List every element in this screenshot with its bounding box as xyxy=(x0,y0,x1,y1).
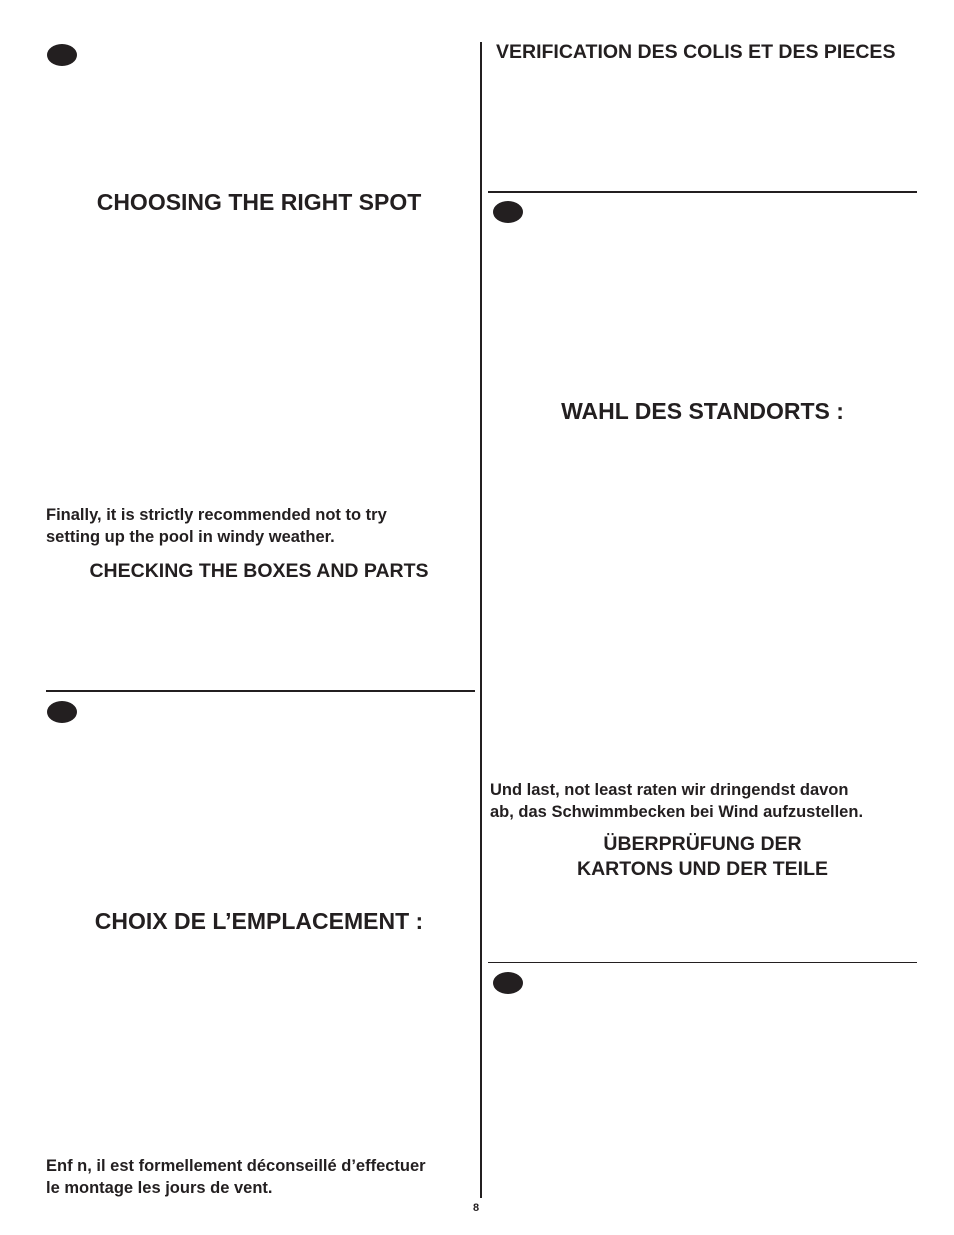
section-marker-dot xyxy=(493,201,523,223)
wind-warning-en xyxy=(46,504,478,548)
wind-warning-de xyxy=(490,779,920,823)
section-marker-dot xyxy=(47,44,77,66)
section-heading-ueberpruefung-line-2: KARTONS UND DER TEILE xyxy=(577,858,828,880)
column-divider xyxy=(480,42,482,1198)
section-heading-ueberpruefung-line-1: ÜBERPRÜFUNG DER xyxy=(603,833,802,855)
wind-warning-en-line-2: setting up the pool in windy weather. xyxy=(46,528,335,546)
wind-warning-fr xyxy=(46,1155,480,1199)
section-heading-ueberpruefung xyxy=(488,832,917,881)
page-number: 8 xyxy=(473,1202,480,1214)
section-divider xyxy=(488,962,917,963)
section-divider xyxy=(488,191,917,193)
section-heading-choosing-spot: CHOOSING THE RIGHT SPOT xyxy=(96,189,422,215)
section-divider xyxy=(46,690,475,692)
wind-warning-en-line-1: Finally, it is strictly recommended not to try xyxy=(46,506,387,524)
wind-warning-de-line-2: ab, das Schwimmbecken bei Wind aufzustellen. xyxy=(490,803,864,821)
section-heading-verification-colis: VERIFICATION DES COLIS ET DES PIECES xyxy=(496,41,896,63)
section-marker-dot xyxy=(47,701,77,723)
wind-warning-fr-line-1: Enf n, il est formellement déconseillé d’effectuer xyxy=(46,1157,426,1175)
section-heading-wahl-standorts: WAHL DES STANDORTS : xyxy=(561,398,844,424)
section-heading-checking-boxes: CHECKING THE BOXES AND PARTS xyxy=(89,560,429,582)
wind-warning-fr-line-2: le montage les jours de vent. xyxy=(46,1179,273,1197)
wind-warning-de-line-1: Und last, not least raten wir dringendst davon xyxy=(490,781,849,799)
section-marker-dot xyxy=(493,972,523,994)
section-heading-choix-emplacement: CHOIX DE L’EMPLACEMENT : xyxy=(94,908,424,934)
